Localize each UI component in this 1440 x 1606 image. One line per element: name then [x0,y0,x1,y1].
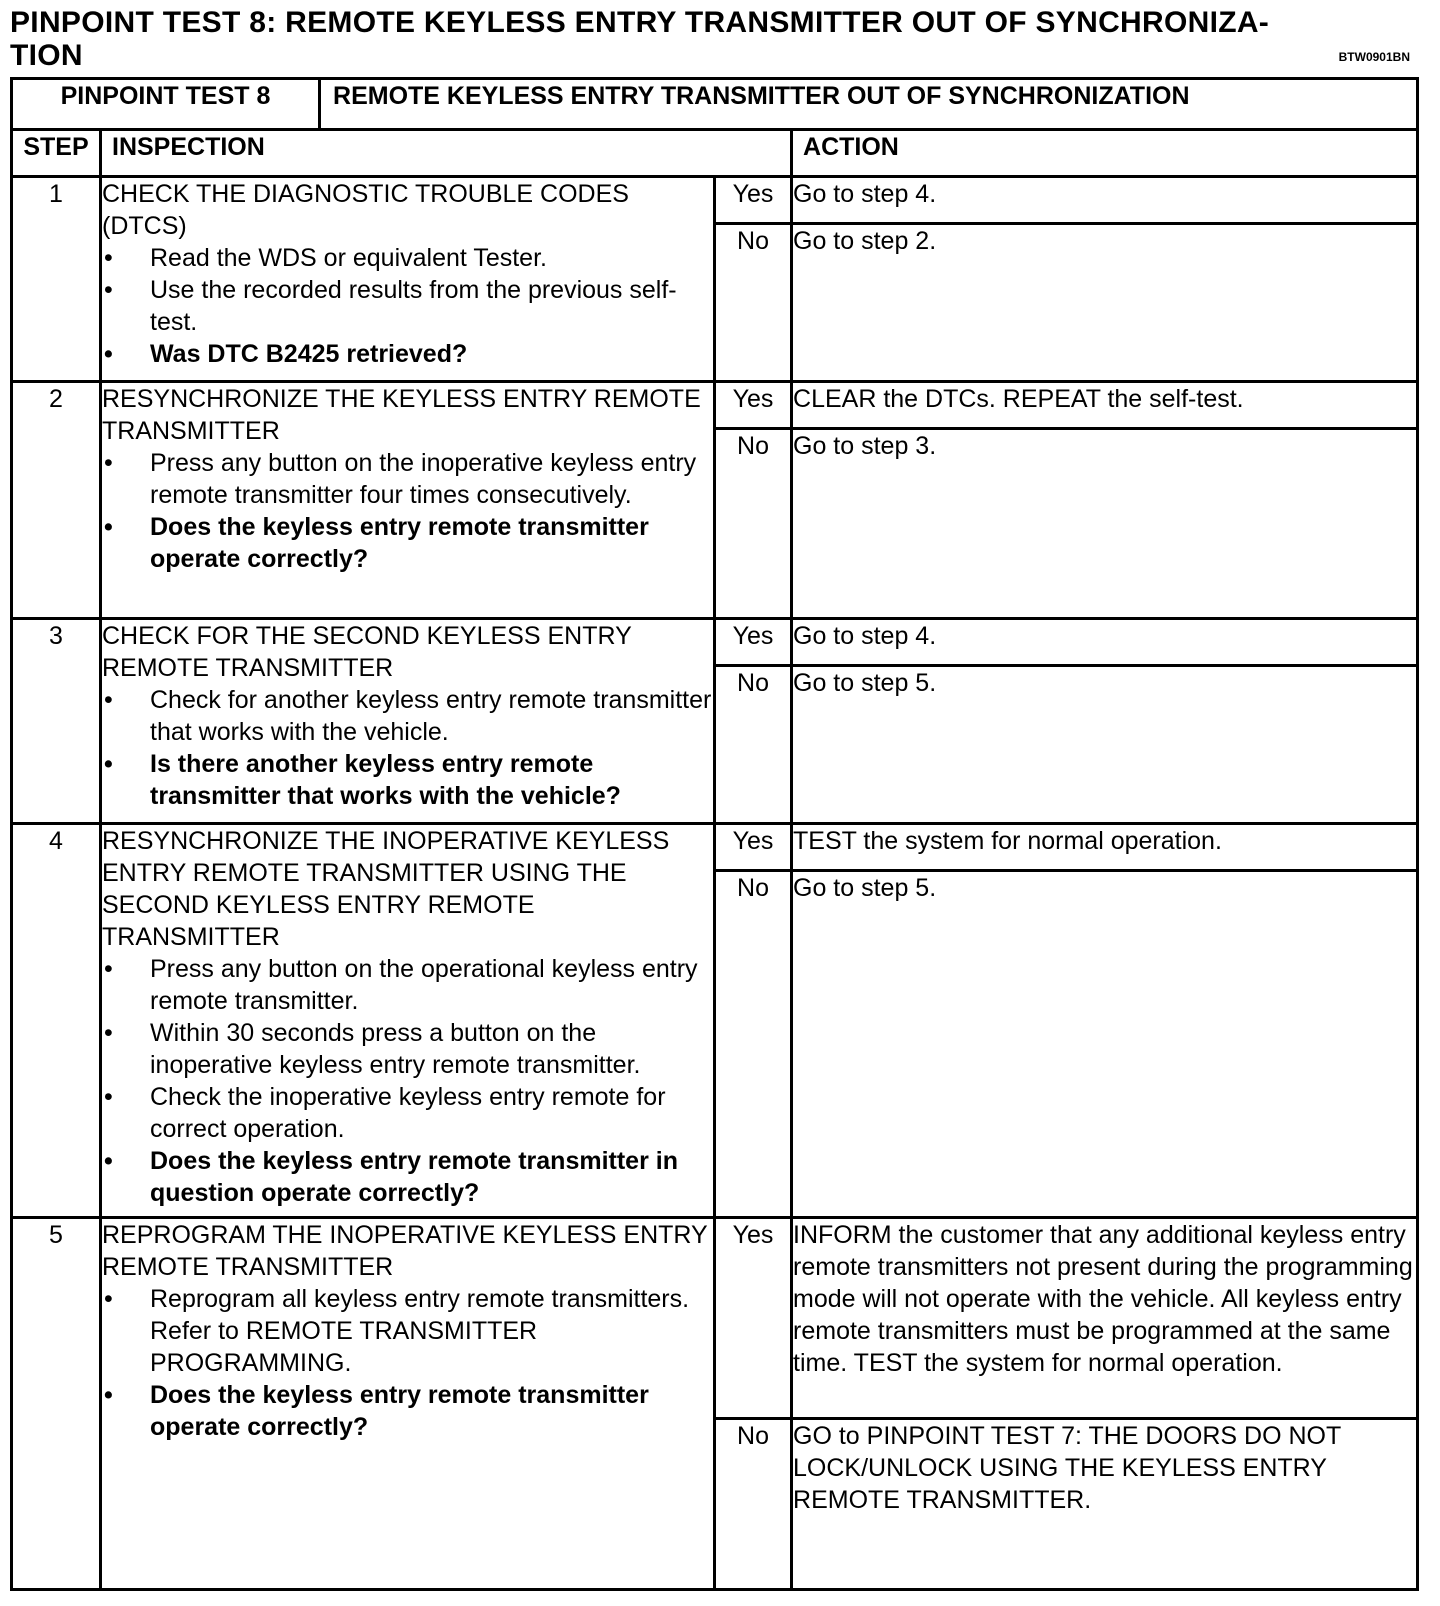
step-inspection [101,382,715,619]
step-bullet: • Read the WDS or equivalent Tester. [102,242,713,274]
step-row-2 [12,382,1418,429]
no-label: No [715,871,792,1218]
step-number: 4 [12,824,101,1218]
step-title: REPROGRAM THE INOPERATIVE KEYLESS ENTRY REMOTE TRANSMITTER [102,1221,708,1281]
no-label: No [715,224,792,382]
no-action: GO to PINPOINT TEST 7: THE DOORS DO NOT LOCK/UNLOCK USING THE KEYLESS ENTRY REMOTE TRANSMITTER. [792,1419,1418,1590]
step-title: CHECK FOR THE SECOND KEYLESS ENTRY REMOTE TRANSMITTER [102,622,632,682]
column-header-inspection: INSPECTION [101,130,792,177]
test-header-row [12,79,1418,130]
step-inspection [101,1218,715,1590]
step-number: 2 [12,382,101,619]
step-question: • Does the keyless entry remote transmitter operate correctly? [102,1379,713,1443]
no-action: Go to step 2. [792,224,1418,382]
step-title: RESYNCHRONIZE THE INOPERATIVE KEYLESS ENTRY REMOTE TRANSMITTER USING THE SECOND KEYLESS ENTRY REMOTE TRANSMITTER [102,827,670,951]
yes-action: INFORM the customer that any additional keyless entry remote transmitters not present during the programming mode will not operate with the vehicle. All keyless entry remote transmitters must be programmed at the same time. TEST the system for normal operation. [792,1218,1418,1419]
no-label: No [715,666,792,824]
yes-label: Yes [715,1218,792,1419]
yes-label: Yes [715,382,792,429]
step-bullet: • Check for another keyless entry remote transmitter that works with the vehicle. [102,684,713,748]
pinpoint-test-table [10,77,1419,1591]
column-header-step: STEP [12,130,101,177]
step-title: CHECK THE DIAGNOSTIC TROUBLE CODES (DTCS) [102,180,629,240]
no-action: Go to step 5. [792,871,1418,1218]
page-title [10,6,1310,72]
step-question: • Was DTC B2425 retrieved? [102,338,713,370]
step-number: 1 [12,177,101,382]
step-question: • Is there another keyless entry remote transmitter that works with the vehicle? [102,748,713,812]
step-bullet-list [102,953,713,1209]
column-header-action: ACTION [792,130,1418,177]
no-label: No [715,429,792,619]
figure-code: BTW0901BN [1338,50,1410,64]
yes-action: TEST the system for normal operation. [792,824,1418,871]
yes-action: Go to step 4. [792,177,1418,224]
page-title-line-1: PINPOINT TEST 8: REMOTE KEYLESS ENTRY TRANSMITTER OUT OF SYNCHRONIZA- [10,6,1270,39]
step-bullet-list [102,1283,713,1443]
step-inspection [101,619,715,824]
step-bullet-list [102,242,713,370]
step-row-4 [12,824,1418,871]
step-bullet: • Press any button on the inoperative keyless entry remote transmitter four times consecutively. [102,447,713,511]
yes-label: Yes [715,619,792,666]
test-title: REMOTE KEYLESS ENTRY TRANSMITTER OUT OF SYNCHRONIZATION [320,79,1418,130]
steps-body [12,177,1418,1590]
step-bullet: • Check the inoperative keyless entry remote for correct operation. [102,1081,713,1145]
yes-label: Yes [715,824,792,871]
step-bullet: • Press any button on the operational keyless entry remote transmitter. [102,953,713,1017]
step-row-5 [12,1218,1418,1419]
step-inspection [101,824,715,1218]
step-question: • Does the keyless entry remote transmitter operate correctly? [102,511,713,575]
yes-action: CLEAR the DTCs. REPEAT the self-test. [792,382,1418,429]
step-number: 5 [12,1218,101,1590]
step-inspection [101,177,715,382]
no-action: Go to step 5. [792,666,1418,824]
no-action: Go to step 3. [792,429,1418,619]
no-label: No [715,1419,792,1590]
step-bullet: • Reprogram all keyless entry remote transmitters. Refer to REMOTE TRANSMITTER PROGRAMMING. [102,1283,713,1379]
yes-action: Go to step 4. [792,619,1418,666]
step-bullet-list [102,447,713,575]
yes-label: Yes [715,177,792,224]
step-number: 3 [12,619,101,824]
step-row-3 [12,619,1418,666]
step-question: • Does the keyless entry remote transmitter in question operate correctly? [102,1145,713,1209]
step-row-1 [12,177,1418,224]
step-bullet-list [102,684,713,812]
column-header-row [12,130,1418,177]
test-label: PINPOINT TEST 8 [12,79,320,130]
step-bullet: • Within 30 seconds press a button on the inoperative keyless entry remote transmitter. [102,1017,713,1081]
step-title: RESYNCHRONIZE THE KEYLESS ENTRY REMOTE TRANSMITTER [102,385,701,445]
step-bullet: • Use the recorded results from the previous self-test. [102,274,713,338]
page-title-line-2: TION [10,39,83,72]
